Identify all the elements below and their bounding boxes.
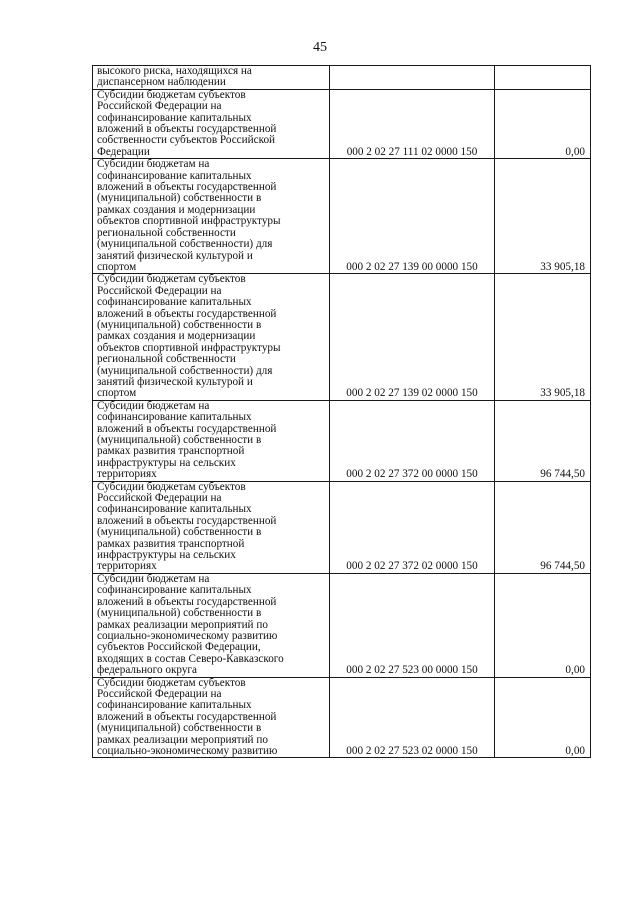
amount-cell: 0,00 [495, 89, 591, 158]
table-row [93, 89, 591, 158]
revenue-name-line: (муниципальной) собственности в [97, 607, 262, 620]
revenue-name-line: вложений в объекты государственной [97, 422, 277, 435]
revenue-name-line: диспансерном наблюдении [97, 76, 226, 89]
amount-cell: 96 744,50 [495, 400, 591, 481]
revenue-name-line: Субсидии бюджетам субъектов [97, 273, 246, 286]
revenue-name-cell [93, 89, 330, 158]
revenue-name-line: вложений в объекты государственной [97, 595, 277, 608]
table-row [93, 66, 591, 90]
revenue-name-line: софинансирование капитальных [97, 503, 252, 516]
budget-classification-code-cell: 000 2 02 27 372 00 0000 150 [330, 400, 495, 481]
budget-classification-code-cell: 000 2 02 27 523 02 0000 150 [330, 677, 495, 758]
revenue-name-line: вложений в объекты государственной [97, 307, 277, 320]
revenue-name-cell [93, 481, 330, 573]
revenue-name-cell [93, 159, 330, 274]
revenue-name-line: объектов спортивной инфраструктуры [97, 215, 281, 228]
table-row [93, 274, 591, 400]
revenue-name-line: рамках создания и модернизации [97, 330, 256, 343]
budget-classification-code-cell: 000 2 02 27 111 02 0000 150 [330, 89, 495, 158]
revenue-name-line: спортом [97, 387, 137, 400]
revenue-name-line: Российской Федерации на [97, 492, 222, 505]
revenue-name-line: субъектов Российской Федерации, [97, 641, 261, 654]
revenue-name-line: социально-экономическому развитию [97, 744, 278, 757]
revenue-name-line: Субсидии бюджетам на [97, 400, 210, 412]
amount-cell: 33 905,18 [495, 274, 591, 400]
revenue-name-line: инфраструктуры на сельских [97, 456, 236, 469]
revenue-name-line: рамках создания и модернизации [97, 203, 256, 216]
revenue-name-line: Субсидии бюджетам субъектов [97, 677, 246, 689]
revenue-name-line: вложений в объекты государственной [97, 181, 277, 194]
table-row [93, 159, 591, 274]
revenue-name-line: вложений в объекты государственной [97, 710, 277, 723]
revenue-name-line: Федерации [97, 145, 150, 158]
revenue-name-line: Российской Федерации на [97, 687, 222, 700]
revenue-name-line: софинансирование капитальных [97, 699, 252, 712]
budget-classification-code-cell: 000 2 02 27 139 02 0000 150 [330, 274, 495, 400]
revenue-name-line: рамках развития транспортной [97, 537, 245, 550]
revenue-name-cell [93, 573, 330, 677]
revenue-name-line: рамках реализации мероприятий по [97, 618, 268, 631]
revenue-name-line: Российской Федерации на [97, 100, 222, 113]
revenue-name-line: (муниципальной собственности) для [97, 364, 273, 377]
revenue-name-line: собственности субъектов Российской [97, 134, 276, 147]
revenue-name-line: (муниципальной) собственности в [97, 526, 262, 539]
table-row [93, 481, 591, 573]
revenue-name-line: рамках развития транспортной [97, 445, 245, 458]
revenue-name-line: спортом [97, 260, 137, 273]
revenue-name-line: занятий физической культурой и [97, 375, 253, 388]
revenue-name-line: региональной собственности [97, 353, 236, 366]
revenue-name-line: (муниципальной) собственности в [97, 192, 262, 205]
table-body [93, 66, 591, 758]
revenue-name-line: Субсидии бюджетам на [97, 573, 210, 585]
table-row [93, 677, 591, 758]
table-row [93, 573, 591, 677]
amount-cell: 0,00 [495, 677, 591, 758]
revenue-name-line: занятий физической культурой и [97, 249, 253, 262]
revenue-name-line: (муниципальной) собственности в [97, 434, 262, 446]
revenue-name-line: федерального округа [97, 664, 197, 677]
revenue-name-line: вложений в объекты государственной [97, 514, 277, 527]
revenue-name-line: софинансирование капитальных [97, 169, 252, 182]
revenue-name-line: инфраструктуры на сельских [97, 549, 236, 562]
revenue-name-line: территориях [97, 468, 157, 481]
revenue-name-line: (муниципальной) собственности в [97, 722, 262, 735]
budget-classification-code-cell: 000 2 02 27 139 00 0000 150 [330, 159, 495, 274]
revenue-name-line: объектов спортивной инфраструктуры [97, 341, 281, 354]
revenue-name-line: Субсидии бюджетам субъектов [97, 481, 246, 493]
page-number: 45 [313, 40, 327, 55]
revenue-name-cell [93, 66, 330, 90]
revenue-name-line: софинансирование капитальных [97, 411, 252, 424]
revenue-name-line: Субсидии бюджетам субъектов [97, 89, 246, 101]
revenue-name-line: социально-экономическому развитию [97, 629, 278, 642]
revenue-name-line: вложений в объекты государственной [97, 123, 277, 136]
budget-classification-code-cell [330, 66, 495, 90]
revenue-name-line: входящих в состав Северо-Кавказского [97, 652, 284, 665]
revenue-name-line: территориях [97, 560, 157, 573]
budget-classification-code-cell: 000 2 02 27 372 02 0000 150 [330, 481, 495, 573]
revenue-name-line: рамках реализации мероприятий по [97, 733, 268, 746]
budget-classification-code-cell: 000 2 02 27 523 00 0000 150 [330, 573, 495, 677]
revenue-name-line: региональной собственности [97, 226, 236, 239]
revenue-name-line: софинансирование капитальных [97, 296, 252, 309]
revenue-name-cell [93, 400, 330, 481]
table-row [93, 400, 591, 481]
revenue-name-line: Российской Федерации на [97, 284, 222, 297]
budget-revenue-table [92, 65, 591, 758]
amount-cell: 0,00 [495, 573, 591, 677]
revenue-name-line: Субсидии бюджетам на [97, 158, 210, 171]
revenue-name-cell [93, 677, 330, 758]
amount-cell: 33 905,18 [495, 159, 591, 274]
revenue-name-line: софинансирование капитальных [97, 584, 252, 597]
revenue-name-line: (муниципальной собственности) для [97, 238, 273, 251]
amount-cell: 96 744,50 [495, 481, 591, 573]
revenue-name-line: софинансирование капитальных [97, 111, 252, 124]
revenue-name-cell [93, 274, 330, 400]
revenue-name-line: высокого риска, находящихся на [97, 65, 252, 77]
revenue-name-line: (муниципальной) собственности в [97, 318, 262, 331]
amount-cell [495, 66, 591, 90]
